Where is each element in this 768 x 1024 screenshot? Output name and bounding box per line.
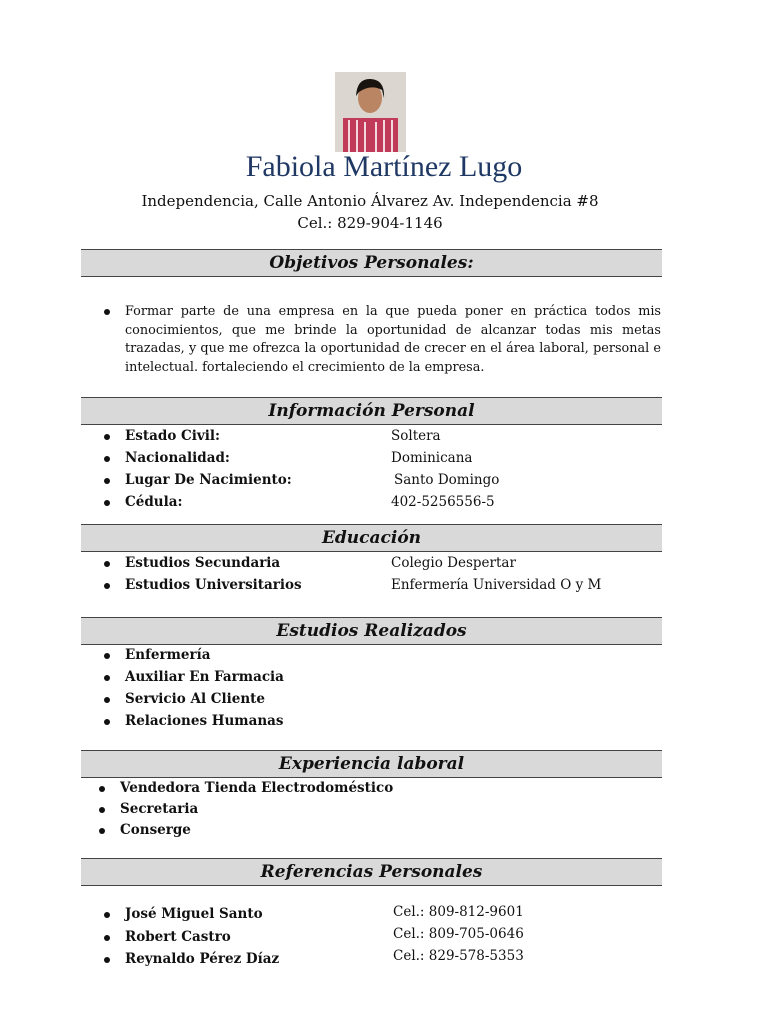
bullet-icon (104, 561, 110, 567)
info-label: Nacionalidad: (125, 450, 230, 466)
section-title-informacion: Información Personal (81, 397, 662, 425)
bullet-icon (104, 653, 110, 659)
info-label: Cédula: (125, 494, 183, 510)
study-item: Relaciones Humanas (125, 713, 284, 729)
bullet-icon (104, 478, 110, 484)
candidate-name: Fabiola Martínez Lugo (245, 150, 523, 183)
reference-phone: Cel.: 809-812-9601 (393, 904, 524, 920)
bullet-icon (104, 935, 110, 941)
study-item: Enfermería (125, 647, 211, 663)
info-value: 402-5256556-5 (391, 494, 495, 510)
bullet-icon (104, 957, 110, 963)
bullet-icon (104, 500, 110, 506)
info-value: Santo Domingo (394, 472, 500, 488)
bullet-icon (104, 912, 110, 918)
bullet-icon (104, 583, 110, 589)
education-value: Colegio Despertar (391, 555, 516, 571)
objective-text: Formar parte de una empresa en la que pueda poner en práctica todos mis conocimientos, que me brinde la oportunidad de alcanzar todas mis metas trazadas, y que me ofrezca la oportunidad de crecer en el área laboral, personal e intelectual. fortaleciendo el crecimiento de la empresa. (125, 304, 661, 375)
info-label: Estado Civil: (125, 428, 220, 444)
bullet-icon (104, 309, 110, 315)
bullet-icon (99, 807, 105, 813)
reference-name: José Miguel Santo (125, 906, 263, 922)
experience-item: Secretaria (120, 801, 199, 817)
experience-item: Vendedora Tienda Electrodoméstico (120, 780, 394, 796)
education-value: Enfermería Universidad O y M (391, 577, 602, 593)
bullet-icon (99, 828, 105, 834)
education-label: Estudios Secundaria (125, 555, 281, 571)
info-label: Lugar De Nacimiento: (125, 472, 292, 488)
profile-photo (335, 72, 406, 152)
reference-phone: Cel.: 829-578-5353 (393, 948, 524, 964)
section-title-experiencia: Experiencia laboral (81, 750, 662, 778)
study-item: Servicio Al Cliente (125, 691, 266, 707)
section-title-estudios: Estudios Realizados (81, 617, 662, 645)
bullet-icon (104, 697, 110, 703)
reference-name: Reynaldo Pérez Díaz (125, 951, 280, 967)
bullet-icon (104, 719, 110, 725)
info-value: Soltera (391, 428, 441, 444)
experience-item: Conserge (120, 822, 191, 838)
reference-name: Robert Castro (125, 929, 231, 945)
section-title-objetivos: Objetivos Personales: (81, 249, 662, 277)
address-line: Independencia, Calle Antonio Álvarez Av. Independencia #8 (141, 192, 599, 210)
bullet-icon (104, 675, 110, 681)
phone-line: Cel.: 829-904-1146 (297, 214, 443, 232)
bullet-icon (104, 434, 110, 440)
reference-phone: Cel.: 809-705-0646 (393, 926, 524, 942)
info-value: Dominicana (391, 450, 473, 466)
section-title-referencias: Referencias Personales (81, 858, 662, 886)
bullet-icon (99, 786, 105, 792)
bullet-icon (104, 456, 110, 462)
section-title-educacion: Educación (81, 524, 662, 552)
education-label: Estudios Universitarios (125, 577, 302, 593)
address (0, 190, 740, 234)
study-item: Auxiliar En Farmacia (125, 669, 284, 685)
